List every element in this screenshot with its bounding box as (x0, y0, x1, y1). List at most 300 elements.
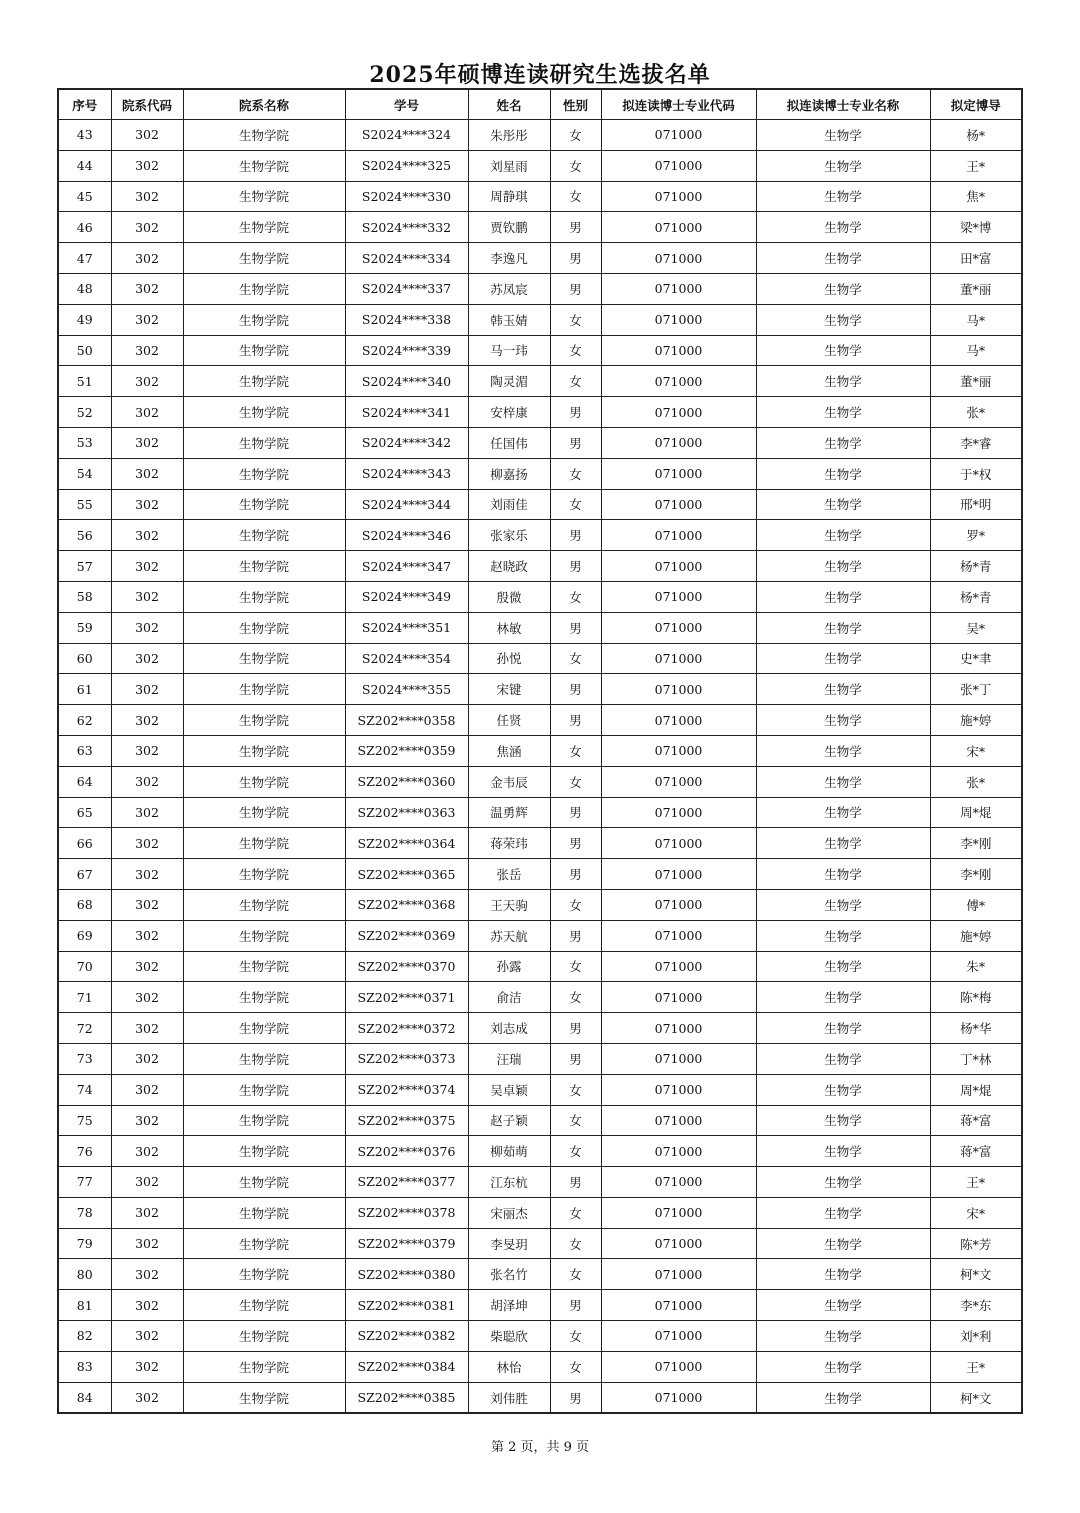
cell-dept-name: 生物学院 (183, 520, 345, 551)
cell-student-id: S2024****355 (345, 674, 468, 705)
cell-advisor: 董*丽 (930, 273, 1022, 304)
cell-dept-name: 生物学院 (183, 1074, 345, 1105)
cell-index: 49 (58, 304, 111, 335)
cell-major-code: 071000 (601, 458, 756, 489)
cell-dept-code: 302 (111, 273, 183, 304)
cell-dept-code: 302 (111, 920, 183, 951)
table-row (58, 797, 1022, 828)
cell-major-code: 071000 (601, 735, 756, 766)
cell-name: 王天驹 (468, 889, 550, 920)
cell-gender: 女 (550, 951, 601, 982)
header-index: 序号 (58, 89, 111, 120)
cell-name: 江东杭 (468, 1167, 550, 1198)
cell-gender: 女 (550, 181, 601, 212)
cell-major-code: 071000 (601, 643, 756, 674)
cell-dept-code: 302 (111, 1136, 183, 1167)
cell-index: 77 (58, 1167, 111, 1198)
cell-dept-name: 生物学院 (183, 1382, 345, 1413)
table-body (58, 120, 1022, 1414)
cell-gender: 男 (550, 397, 601, 428)
cell-major-code: 071000 (601, 489, 756, 520)
cell-name: 刘志成 (468, 1013, 550, 1044)
cell-index: 76 (58, 1136, 111, 1167)
cell-index: 57 (58, 551, 111, 582)
cell-major-code: 071000 (601, 397, 756, 428)
cell-index: 71 (58, 982, 111, 1013)
table-row (58, 889, 1022, 920)
cell-index: 72 (58, 1013, 111, 1044)
header-major-name: 拟连读博士专业名称 (756, 89, 930, 120)
cell-name: 张岳 (468, 859, 550, 890)
cell-name: 汪瑞 (468, 1043, 550, 1074)
cell-index: 81 (58, 1290, 111, 1321)
cell-dept-name: 生物学院 (183, 1197, 345, 1228)
cell-advisor: 李*刚 (930, 828, 1022, 859)
cell-student-id: SZ202****0371 (345, 982, 468, 1013)
cell-major-code: 071000 (601, 1136, 756, 1167)
cell-major-code: 071000 (601, 1228, 756, 1259)
header-name: 姓名 (468, 89, 550, 120)
cell-major-code: 071000 (601, 1290, 756, 1321)
cell-gender: 男 (550, 612, 601, 643)
cell-major-name: 生物学 (756, 1197, 930, 1228)
cell-advisor: 杨* (930, 120, 1022, 151)
cell-dept-code: 302 (111, 1382, 183, 1413)
selection-table (57, 88, 1023, 1414)
cell-student-id: S2024****340 (345, 366, 468, 397)
cell-name: 殷微 (468, 581, 550, 612)
cell-dept-code: 302 (111, 1197, 183, 1228)
cell-major-code: 071000 (601, 335, 756, 366)
cell-major-name: 生物学 (756, 1228, 930, 1259)
cell-dept-code: 302 (111, 397, 183, 428)
cell-index: 80 (58, 1259, 111, 1290)
cell-major-name: 生物学 (756, 551, 930, 582)
cell-advisor: 张* (930, 766, 1022, 797)
cell-advisor: 史*聿 (930, 643, 1022, 674)
cell-dept-code: 302 (111, 120, 183, 151)
cell-major-code: 071000 (601, 551, 756, 582)
cell-dept-code: 302 (111, 889, 183, 920)
table-row (58, 427, 1022, 458)
cell-gender: 女 (550, 120, 601, 151)
cell-dept-code: 302 (111, 766, 183, 797)
cell-major-name: 生物学 (756, 889, 930, 920)
cell-name: 周静琪 (468, 181, 550, 212)
cell-index: 78 (58, 1197, 111, 1228)
cell-name: 朱彤彤 (468, 120, 550, 151)
cell-index: 84 (58, 1382, 111, 1413)
cell-name: 林怡 (468, 1351, 550, 1382)
table-row (58, 859, 1022, 890)
cell-advisor: 柯*文 (930, 1382, 1022, 1413)
cell-dept-name: 生物学院 (183, 612, 345, 643)
cell-dept-code: 302 (111, 1321, 183, 1352)
cell-dept-name: 生物学院 (183, 120, 345, 151)
table-row (58, 705, 1022, 736)
table-row (58, 735, 1022, 766)
table-row (58, 1197, 1022, 1228)
table-row (58, 1259, 1022, 1290)
cell-name: 苏凤宸 (468, 273, 550, 304)
cell-gender: 男 (550, 1013, 601, 1044)
cell-index: 66 (58, 828, 111, 859)
cell-gender: 女 (550, 304, 601, 335)
cell-student-id: S2024****330 (345, 181, 468, 212)
cell-major-name: 生物学 (756, 1105, 930, 1136)
cell-index: 75 (58, 1105, 111, 1136)
cell-advisor: 周*焜 (930, 1074, 1022, 1105)
cell-major-code: 071000 (601, 150, 756, 181)
cell-student-id: S2024****339 (345, 335, 468, 366)
cell-student-id: SZ202****0360 (345, 766, 468, 797)
cell-dept-code: 302 (111, 520, 183, 551)
cell-dept-code: 302 (111, 551, 183, 582)
cell-student-id: SZ202****0373 (345, 1043, 468, 1074)
cell-name: 贾钦鹏 (468, 212, 550, 243)
cell-major-name: 生物学 (756, 1259, 930, 1290)
cell-index: 44 (58, 150, 111, 181)
cell-major-name: 生物学 (756, 212, 930, 243)
cell-student-id: SZ202****0363 (345, 797, 468, 828)
cell-name: 安梓康 (468, 397, 550, 428)
table-header-row (58, 89, 1022, 120)
cell-advisor: 马* (930, 304, 1022, 335)
cell-dept-name: 生物学院 (183, 335, 345, 366)
header-major-code: 拟连读博士专业代码 (601, 89, 756, 120)
cell-index: 52 (58, 397, 111, 428)
cell-student-id: SZ202****0381 (345, 1290, 468, 1321)
cell-major-code: 071000 (601, 243, 756, 274)
table-row (58, 766, 1022, 797)
cell-major-code: 071000 (601, 181, 756, 212)
table-row (58, 982, 1022, 1013)
cell-student-id: SZ202****0376 (345, 1136, 468, 1167)
cell-dept-code: 302 (111, 612, 183, 643)
table-row (58, 674, 1022, 705)
cell-student-id: S2024****347 (345, 551, 468, 582)
cell-major-code: 071000 (601, 1259, 756, 1290)
cell-student-id: SZ202****0379 (345, 1228, 468, 1259)
cell-major-name: 生物学 (756, 643, 930, 674)
cell-dept-code: 302 (111, 427, 183, 458)
cell-dept-code: 302 (111, 1074, 183, 1105)
cell-student-id: S2024****351 (345, 612, 468, 643)
cell-gender: 女 (550, 1351, 601, 1382)
cell-advisor: 张*丁 (930, 674, 1022, 705)
cell-gender: 女 (550, 889, 601, 920)
cell-name: 柳茹萌 (468, 1136, 550, 1167)
cell-gender: 女 (550, 982, 601, 1013)
cell-student-id: SZ202****0377 (345, 1167, 468, 1198)
cell-major-code: 071000 (601, 1013, 756, 1044)
cell-dept-name: 生物学院 (183, 1290, 345, 1321)
cell-student-id: S2024****325 (345, 150, 468, 181)
cell-gender: 女 (550, 366, 601, 397)
table-row (58, 243, 1022, 274)
cell-advisor: 傅* (930, 889, 1022, 920)
cell-dept-name: 生物学院 (183, 1013, 345, 1044)
cell-index: 68 (58, 889, 111, 920)
cell-major-code: 071000 (601, 612, 756, 643)
cell-dept-name: 生物学院 (183, 735, 345, 766)
cell-index: 48 (58, 273, 111, 304)
cell-major-code: 071000 (601, 705, 756, 736)
cell-advisor: 李*东 (930, 1290, 1022, 1321)
cell-name: 柳嘉扬 (468, 458, 550, 489)
cell-gender: 女 (550, 458, 601, 489)
header-gender: 性别 (550, 89, 601, 120)
cell-gender: 男 (550, 212, 601, 243)
cell-student-id: S2024****344 (345, 489, 468, 520)
cell-gender: 男 (550, 674, 601, 705)
cell-dept-code: 302 (111, 735, 183, 766)
cell-major-code: 071000 (601, 1351, 756, 1382)
cell-dept-code: 302 (111, 1228, 183, 1259)
cell-dept-code: 302 (111, 705, 183, 736)
cell-gender: 男 (550, 1167, 601, 1198)
cell-name: 俞洁 (468, 982, 550, 1013)
table-row (58, 612, 1022, 643)
cell-major-code: 071000 (601, 982, 756, 1013)
cell-name: 任国伟 (468, 427, 550, 458)
cell-name: 苏天航 (468, 920, 550, 951)
cell-major-name: 生物学 (756, 273, 930, 304)
cell-dept-name: 生物学院 (183, 181, 345, 212)
cell-index: 64 (58, 766, 111, 797)
cell-name: 赵晓政 (468, 551, 550, 582)
cell-major-name: 生物学 (756, 920, 930, 951)
cell-dept-name: 生物学院 (183, 273, 345, 304)
cell-gender: 男 (550, 1043, 601, 1074)
cell-index: 73 (58, 1043, 111, 1074)
cell-dept-code: 302 (111, 1167, 183, 1198)
table-row (58, 1105, 1022, 1136)
cell-advisor: 于*权 (930, 458, 1022, 489)
cell-gender: 女 (550, 1105, 601, 1136)
cell-major-code: 071000 (601, 1197, 756, 1228)
cell-dept-name: 生物学院 (183, 427, 345, 458)
cell-major-name: 生物学 (756, 982, 930, 1013)
cell-dept-name: 生物学院 (183, 797, 345, 828)
cell-advisor: 陈*芳 (930, 1228, 1022, 1259)
table-row (58, 581, 1022, 612)
cell-name: 孙露 (468, 951, 550, 982)
cell-gender: 女 (550, 581, 601, 612)
cell-dept-code: 302 (111, 366, 183, 397)
table-row (58, 551, 1022, 582)
cell-major-name: 生物学 (756, 1167, 930, 1198)
cell-major-name: 生物学 (756, 397, 930, 428)
cell-dept-code: 302 (111, 335, 183, 366)
cell-name: 金韦辰 (468, 766, 550, 797)
table-row (58, 212, 1022, 243)
cell-gender: 女 (550, 1074, 601, 1105)
cell-gender: 女 (550, 1259, 601, 1290)
table-row (58, 1321, 1022, 1352)
cell-major-code: 071000 (601, 797, 756, 828)
cell-student-id: S2024****334 (345, 243, 468, 274)
cell-dept-code: 302 (111, 181, 183, 212)
cell-dept-name: 生物学院 (183, 889, 345, 920)
cell-dept-name: 生物学院 (183, 212, 345, 243)
cell-gender: 女 (550, 1136, 601, 1167)
document-title: 2025年硕博连读研究生选拔名单 (369, 62, 711, 88)
cell-advisor: 施*婷 (930, 705, 1022, 736)
cell-advisor: 董*丽 (930, 366, 1022, 397)
cell-student-id: SZ202****0384 (345, 1351, 468, 1382)
cell-index: 65 (58, 797, 111, 828)
cell-dept-code: 302 (111, 797, 183, 828)
cell-student-id: SZ202****0380 (345, 1259, 468, 1290)
cell-dept-name: 生物学院 (183, 366, 345, 397)
cell-dept-name: 生物学院 (183, 551, 345, 582)
table-row (58, 397, 1022, 428)
cell-major-code: 071000 (601, 1043, 756, 1074)
cell-major-code: 071000 (601, 920, 756, 951)
cell-student-id: SZ202****0370 (345, 951, 468, 982)
cell-name: 张名竹 (468, 1259, 550, 1290)
cell-advisor: 王* (930, 1351, 1022, 1382)
cell-name: 刘星雨 (468, 150, 550, 181)
table-row (58, 520, 1022, 551)
table-row (58, 1013, 1022, 1044)
cell-advisor: 蒋*富 (930, 1136, 1022, 1167)
table-row (58, 304, 1022, 335)
cell-gender: 男 (550, 797, 601, 828)
cell-major-code: 071000 (601, 951, 756, 982)
cell-index: 60 (58, 643, 111, 674)
cell-gender: 女 (550, 735, 601, 766)
cell-major-name: 生物学 (756, 489, 930, 520)
cell-student-id: SZ202****0382 (345, 1321, 468, 1352)
cell-major-name: 生物学 (756, 427, 930, 458)
cell-student-id: S2024****342 (345, 427, 468, 458)
cell-index: 55 (58, 489, 111, 520)
cell-student-id: SZ202****0364 (345, 828, 468, 859)
cell-index: 62 (58, 705, 111, 736)
cell-student-id: S2024****332 (345, 212, 468, 243)
cell-dept-code: 302 (111, 828, 183, 859)
cell-advisor: 柯*文 (930, 1259, 1022, 1290)
cell-advisor: 邢*明 (930, 489, 1022, 520)
table-row (58, 1043, 1022, 1074)
cell-major-name: 生物学 (756, 120, 930, 151)
table-row (58, 120, 1022, 151)
cell-advisor: 王* (930, 150, 1022, 181)
table-row (58, 1136, 1022, 1167)
cell-dept-name: 生物学院 (183, 705, 345, 736)
cell-dept-name: 生物学院 (183, 397, 345, 428)
cell-dept-name: 生物学院 (183, 1228, 345, 1259)
cell-major-name: 生物学 (756, 1290, 930, 1321)
table-row (58, 150, 1022, 181)
cell-student-id: SZ202****0378 (345, 1197, 468, 1228)
cell-advisor: 朱* (930, 951, 1022, 982)
cell-major-name: 生物学 (756, 1321, 930, 1352)
cell-dept-name: 生物学院 (183, 1321, 345, 1352)
cell-dept-code: 302 (111, 1259, 183, 1290)
cell-index: 56 (58, 520, 111, 551)
cell-gender: 女 (550, 489, 601, 520)
cell-index: 83 (58, 1351, 111, 1382)
cell-advisor: 周*焜 (930, 797, 1022, 828)
table-row (58, 1074, 1022, 1105)
cell-major-code: 071000 (601, 520, 756, 551)
cell-student-id: S2024****346 (345, 520, 468, 551)
cell-dept-code: 302 (111, 1351, 183, 1382)
cell-major-name: 生物学 (756, 797, 930, 828)
cell-dept-name: 生物学院 (183, 643, 345, 674)
cell-name: 胡泽坤 (468, 1290, 550, 1321)
table-row (58, 489, 1022, 520)
cell-name: 韩玉婧 (468, 304, 550, 335)
cell-name: 陶灵湄 (468, 366, 550, 397)
header-student-id: 学号 (345, 89, 468, 120)
cell-gender: 女 (550, 1321, 601, 1352)
cell-index: 79 (58, 1228, 111, 1259)
cell-major-name: 生物学 (756, 304, 930, 335)
cell-dept-name: 生物学院 (183, 1167, 345, 1198)
cell-advisor: 李*睿 (930, 427, 1022, 458)
cell-dept-name: 生物学院 (183, 920, 345, 951)
table-row (58, 1351, 1022, 1382)
cell-dept-name: 生物学院 (183, 859, 345, 890)
cell-name: 孙悦 (468, 643, 550, 674)
cell-advisor: 丁*林 (930, 1043, 1022, 1074)
cell-dept-name: 生物学院 (183, 766, 345, 797)
cell-major-code: 071000 (601, 828, 756, 859)
cell-major-name: 生物学 (756, 458, 930, 489)
cell-dept-code: 302 (111, 1105, 183, 1136)
cell-dept-name: 生物学院 (183, 304, 345, 335)
cell-dept-name: 生物学院 (183, 828, 345, 859)
cell-advisor: 施*婷 (930, 920, 1022, 951)
cell-student-id: SZ202****0372 (345, 1013, 468, 1044)
cell-index: 51 (58, 366, 111, 397)
cell-advisor: 张* (930, 397, 1022, 428)
cell-dept-code: 302 (111, 212, 183, 243)
cell-dept-name: 生物学院 (183, 674, 345, 705)
cell-index: 54 (58, 458, 111, 489)
cell-dept-name: 生物学院 (183, 150, 345, 181)
header-advisor: 拟定博导 (930, 89, 1022, 120)
cell-name: 焦涵 (468, 735, 550, 766)
cell-advisor: 梁*博 (930, 212, 1022, 243)
cell-advisor: 刘*利 (930, 1321, 1022, 1352)
cell-dept-code: 302 (111, 982, 183, 1013)
cell-advisor: 陈*梅 (930, 982, 1022, 1013)
cell-gender: 男 (550, 828, 601, 859)
cell-major-name: 生物学 (756, 1136, 930, 1167)
cell-dept-name: 生物学院 (183, 581, 345, 612)
cell-name: 李逸凡 (468, 243, 550, 274)
cell-index: 59 (58, 612, 111, 643)
cell-major-code: 071000 (601, 1105, 756, 1136)
cell-advisor: 田*富 (930, 243, 1022, 274)
cell-index: 67 (58, 859, 111, 890)
cell-student-id: SZ202****0385 (345, 1382, 468, 1413)
cell-major-name: 生物学 (756, 1013, 930, 1044)
table-row (58, 828, 1022, 859)
cell-student-id: SZ202****0359 (345, 735, 468, 766)
cell-gender: 男 (550, 705, 601, 736)
cell-major-name: 生物学 (756, 366, 930, 397)
cell-major-name: 生物学 (756, 828, 930, 859)
cell-gender: 男 (550, 520, 601, 551)
cell-dept-code: 302 (111, 1043, 183, 1074)
cell-major-code: 071000 (601, 212, 756, 243)
